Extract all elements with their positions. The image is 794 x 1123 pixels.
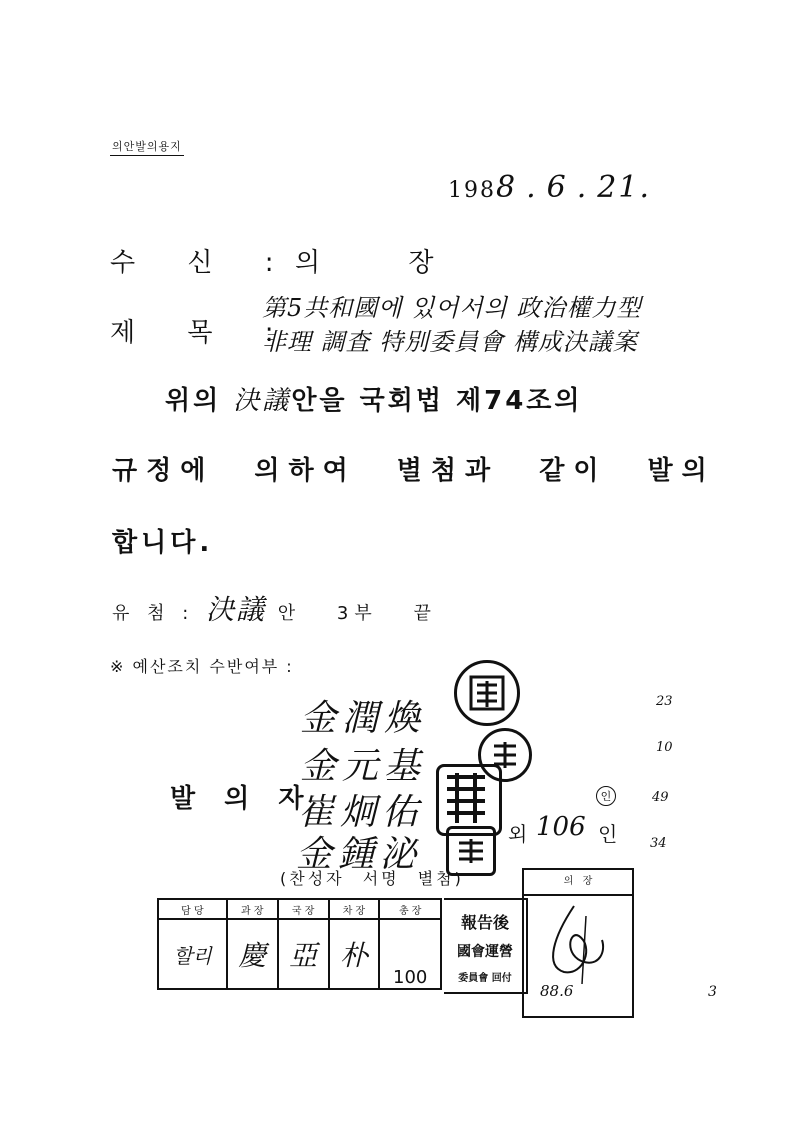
others-suffix: 인 (598, 822, 618, 846)
attachment-label: 유 첨 : (112, 603, 195, 624)
date-month: 6 (546, 170, 568, 205)
approval-signature: 朴 (329, 919, 380, 989)
body-line-1-handwritten: 決議 (233, 386, 292, 416)
approval-signature: 慶 (227, 919, 278, 989)
routing-stamp-line-2: 國會運營 (457, 944, 513, 960)
others-label: 외 (508, 822, 528, 846)
routing-stamp (444, 898, 528, 994)
date-prefix: 198 (448, 178, 496, 203)
approval-header: 차 장 (329, 899, 380, 919)
chair-box (522, 868, 634, 1018)
approval-header: 담 당 (158, 899, 227, 919)
approval-signature: 할리 (158, 919, 227, 989)
attachment-rest: 안 3부 끝 (277, 603, 437, 624)
body-line-2: 규정에 의하여 별첨과 같이 발의 (112, 456, 716, 486)
subject-line-2: 非理 調査 特別委員會 構成決議案 (262, 328, 638, 356)
date-day: 21 (597, 170, 640, 205)
chair-signature (524, 896, 628, 986)
approval-amount: 100 (379, 919, 441, 989)
cosigner-note: (찬성자 서명 별첨) (280, 869, 464, 888)
page-mark: 3 (708, 984, 717, 1000)
body-line-3: 합니다. (112, 528, 214, 558)
side-number-2: 10 (656, 740, 673, 755)
body-line-1-b: 안을 국회법 제74조의 (291, 386, 583, 416)
side-number-1: 23 (656, 694, 673, 709)
date (448, 170, 651, 205)
routing-stamp-line-1: 報告後 (460, 913, 509, 932)
proposer-label: 발 의 자 (170, 784, 314, 814)
date-year-handwritten: 8 (496, 170, 518, 205)
approval-header: 과 장 (227, 899, 278, 919)
approval-header: 총 장 (379, 899, 441, 919)
side-number-4: 34 (650, 836, 667, 851)
form-name: 의안발의용지 (110, 138, 184, 156)
seal-mark: 인 (596, 786, 616, 806)
side-number-3: 49 (652, 790, 669, 805)
chair-header: 의 장 (524, 870, 632, 896)
others-count: 106 (536, 812, 586, 842)
budget-note: ※ 예산조치 수반여부 : (110, 657, 294, 676)
signature-3: 崔炯佑 (298, 792, 425, 833)
date-dot-3: . (639, 170, 652, 205)
routing-stamp-line-3: 委員會 回付 (458, 973, 512, 984)
attachment-handwritten: 決議 (206, 593, 267, 626)
signature-4: 金鍾泌 (296, 834, 423, 875)
chair-note: 88.6 (540, 982, 574, 1000)
attachment (112, 588, 437, 628)
subject-label: 제 목 : (110, 318, 296, 348)
recipient-value: 의 장 (295, 248, 474, 278)
date-dot-1: . (526, 170, 538, 205)
signature-1: 金潤煥 (300, 698, 427, 739)
signature-2: 金元基 (300, 746, 427, 787)
approval-header: 국 장 (278, 899, 329, 919)
recipient-label: 수 신 : (110, 248, 296, 278)
body-line-1 (165, 380, 583, 417)
seal-stamp-1 (454, 660, 520, 726)
approval-table (157, 898, 442, 990)
approval-signature: 亞 (278, 919, 329, 989)
subject-line-1: 第5共和國에 있어서의 政治權力型 (262, 294, 642, 322)
body-line-1-a: 위의 (165, 386, 222, 416)
date-dot-2: . (576, 170, 589, 205)
